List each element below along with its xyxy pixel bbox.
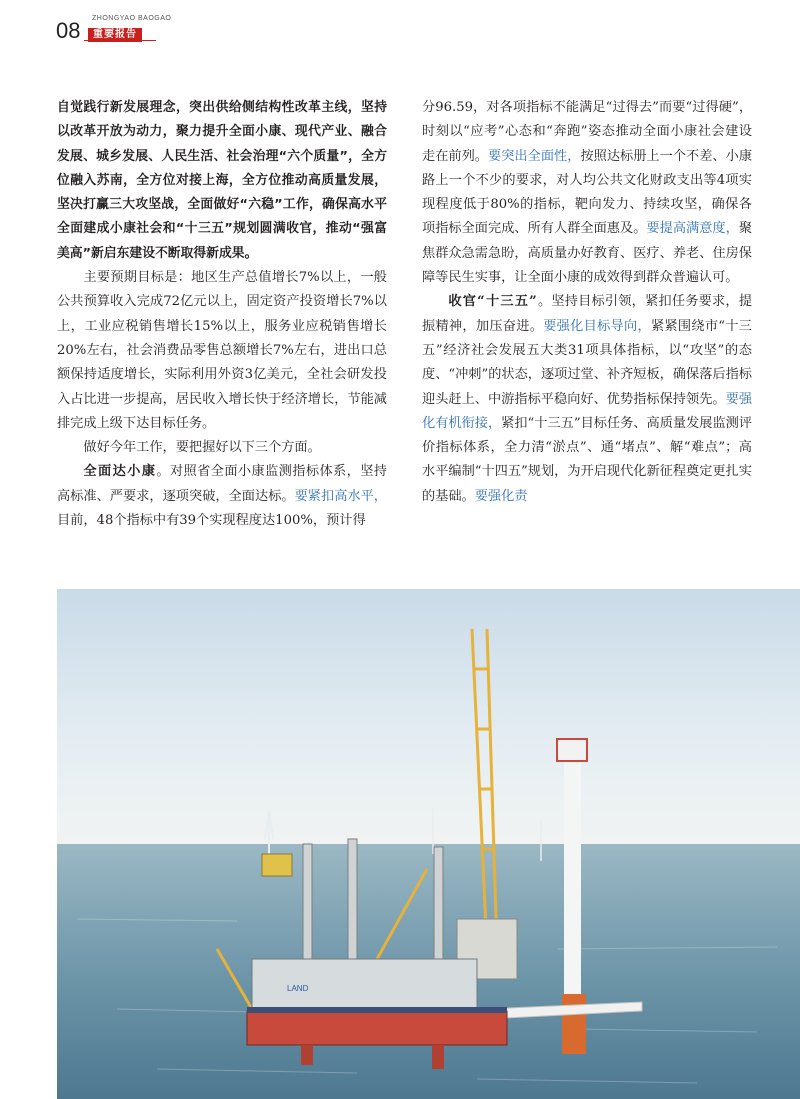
left-column xyxy=(57,96,387,533)
paragraph-6-text-b: 紧紧围绕市“十三五”经济社会发展五大类31项具体指标，以“攻坚”的态度、“冲刺”的状态，逐项过堂、补齐短板，确保落后指标迎头赶上、中游指标平稳向好、优势指标保持领先。 xyxy=(422,318,752,407)
paragraph-5-text-c: 聚焦群众急需急盼，高质量办好教育、医疗、养老、住房保障等民生实事，让全面小康的成效得到群众普遍认可。 xyxy=(422,221,753,286)
leg-foot-1 xyxy=(301,1045,313,1065)
header-subtitle: ZHONGYAO BAOGAO xyxy=(92,15,172,22)
vessel-superstructure xyxy=(252,959,477,1014)
substation-platform xyxy=(262,854,292,876)
paragraph-4 xyxy=(57,460,387,533)
keyword-gaoshuiping: 要紧扣高水平， xyxy=(294,488,387,504)
vessel-hull xyxy=(247,1011,507,1045)
leg-foot-2 xyxy=(432,1045,444,1069)
paragraph-5 xyxy=(422,96,752,290)
keyword-mubiao: 要强化目标导向， xyxy=(543,318,651,334)
vessel-label: LAND xyxy=(287,984,309,993)
paragraph-4-text-a: 。对照省全面小康监测指标体系，坚持高标准、严要求，逐项突破，全面达标。 xyxy=(57,464,388,504)
turbine-tower xyxy=(564,757,581,997)
header-rule xyxy=(84,40,156,41)
right-column xyxy=(422,96,752,509)
paragraph-2: 主要预期目标是：地区生产总值增长7%以上，一般公共预算收入完成72亿元以上，固定资产投资增长7%以上，工业应税销售增长15%以上，服务业应税销售增长20%左右，社会消费品零售总额增长7%左右，进出口总额保持适度增长，实际利用外资3亿美元，全社会研发投入占比进一步提高，居民收入增长快于经济增长，节能减排完成上级下达目标任务。 xyxy=(57,270,387,431)
vessel-deck-stripe xyxy=(247,1007,507,1013)
sky xyxy=(57,589,800,859)
paragraph-5-text-b: 按照达标册上一个不差、小康路上一个不少的要求，对人均公共文化财政支出等4项实现程度低于80%的指标，靶向发力、持续攻坚，确保各项指标全面完成、所有人群全面惠及。 xyxy=(422,148,753,237)
keyword-xianjie: 要强化有机衔接， xyxy=(422,391,753,431)
page-number: 08 xyxy=(56,18,81,43)
turbine-nacelle xyxy=(557,739,587,761)
paragraph-6 xyxy=(422,290,752,509)
paragraph-1: 自觉践行新发展理念，突出供给侧结构性改革主线，坚持以改革开放为动力，聚力提升全面小康、现代产业、融合发展、城乡发展、人民生活、社会治理“六个质量”，全方位融入苏南，全方位对接上海，全方位推动高质量发展，坚决打赢三大攻坚战，全面做好“六稳”工作，确保高水平全面建成小康社会和“十三五”规划圆满收官，推动“强富美高”新启东建设不断取得新成果。 xyxy=(57,100,387,261)
keyword-zeren: 要强化责 xyxy=(474,488,528,504)
paragraph-6-text-a: 。坚持目标引领，紧扣任务要求，提振精神，加压奋进。 xyxy=(422,294,753,334)
paragraph-5-text-a: 分96.59，对各项指标不能满足“过得去”而要“过得硬”，时刻以“应考”心态和“奔跑”姿态推动全面小康社会建设走在前列。 xyxy=(422,100,752,164)
paragraph-4-text-b: 目前，48个指标中有39个实现程度达100%，预计得 xyxy=(57,513,366,529)
section-tag: 重要报告 xyxy=(88,28,142,42)
keyword-manyidu: 要提高满意度， xyxy=(646,221,739,237)
keyword-quanmianxing: 要突出全面性， xyxy=(488,148,581,164)
turbine-foundation xyxy=(562,994,586,1054)
paragraph-3: 做好今年工作，要把握好以下三个方面。 xyxy=(83,440,321,456)
paragraph-6-text-c: 紧扣“十三五”目标任务、高质量发展监测评价指标体系，全力清“淤点”、通“堵点”、解“难点”；高水平编制“十四五”规划，为开启现代化新征程奠定更扎实的基础。 xyxy=(422,415,753,504)
offshore-wind-installation-photo xyxy=(57,589,800,1099)
section-title-shisanwu: 收官“十三五” xyxy=(448,294,538,310)
section-title-xiaokang: 全面达小康 xyxy=(83,464,157,480)
